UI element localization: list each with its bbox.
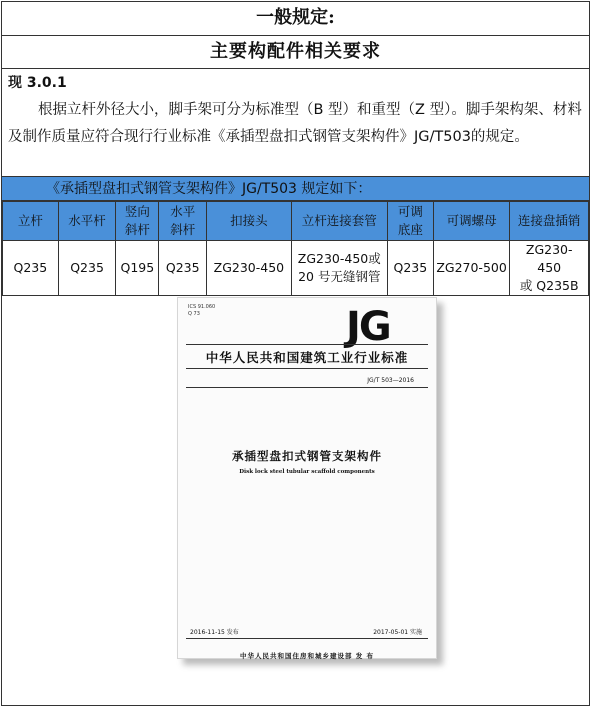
header-cell-text: 可调 [397, 204, 423, 219]
cover-rule-bottom [186, 638, 428, 639]
cover-class-line: Q 73 [188, 311, 200, 317]
value-cell-text: Q235 [165, 260, 200, 275]
header-cell-text: 斜杆 [170, 222, 196, 237]
cover-ics-line: ICS 91.060 [188, 304, 216, 310]
table-row [3, 241, 589, 296]
header-cell [116, 202, 159, 241]
cover-effective-date: 2017-05-01 实施 [373, 629, 422, 636]
value-cell-text: Q235 [393, 260, 428, 275]
clause-text: 根据立杆外径大小，脚手架可分为标准型（B 型）和重型（Z 型）。脚手架构架、材料及制作质量应符合现行行业标准《承插型盘扣式钢管支架构件》JG/T503的规定。 [8, 102, 582, 145]
header-cell-text: 立杆连接套管 [301, 213, 377, 228]
value-cell-text: Q195 [120, 260, 155, 275]
clause-number: 现 3.0.1 [8, 75, 67, 91]
cover-rule-under-org [186, 368, 428, 369]
standard-cover-image [177, 297, 447, 669]
header-cell [3, 202, 59, 241]
value-cell [510, 241, 589, 296]
value-cell [3, 241, 59, 296]
header-cell [58, 202, 116, 241]
value-cell [433, 241, 510, 296]
header-cell-text: 连接盘插销 [517, 213, 581, 228]
value-cell-text: Q235 [13, 260, 48, 275]
cover-ics [188, 304, 215, 318]
header-cell-text: 水平杆 [68, 213, 106, 228]
value-cell [159, 241, 207, 296]
header-cell-text: 斜杆 [124, 222, 150, 237]
value-cell-text: ZG230-450 [213, 260, 285, 275]
header-cell [387, 202, 433, 241]
cover-code: JG/T 503—2016 [367, 377, 414, 384]
value-cell [387, 241, 433, 296]
value-cell-text: 或 Q235B [519, 278, 579, 293]
header-cell [159, 202, 207, 241]
cover-title-en: Disk lock steel tubular scaffold components [239, 469, 375, 475]
header-cell [510, 202, 589, 241]
value-cell-text: ZG230-450或 [297, 251, 381, 266]
jg-logo: JG [346, 304, 390, 350]
subsection-title: 主要构配件相关要求 [2, 36, 589, 69]
clause-block [2, 69, 589, 176]
header-cell-text: 扣接头 [230, 213, 268, 228]
value-cell-text: 20 号无缝钢管 [298, 269, 381, 284]
document-frame [1, 1, 590, 706]
value-cell [58, 241, 116, 296]
header-cell [433, 202, 510, 241]
value-cell-text: ZG270-500 [436, 260, 507, 275]
value-cell [291, 241, 387, 296]
cover-page [177, 297, 437, 659]
cover-publisher: 中华人民共和国住房和城乡建设部 发 布 [239, 652, 375, 660]
header-cell-text: 竖向 [124, 204, 150, 219]
header-cell [291, 202, 387, 241]
header-cell-text: 立杆 [17, 213, 43, 228]
cover-standard-org: 中华人民共和国建筑工业行业标准 [205, 350, 409, 365]
cover-title-cn: 承插型盘扣式钢管支架构件 [232, 449, 382, 463]
value-cell [116, 241, 159, 296]
header-cell-text: 可调螺母 [446, 213, 497, 228]
table-caption: 《承插型盘扣式钢管支架构件》JG/T503 规定如下： [2, 176, 589, 201]
section-title: 一般规定: [2, 2, 589, 36]
cover-rule-top [186, 344, 428, 345]
value-cell-text: ZG230- 450 [525, 242, 573, 275]
value-cell [207, 241, 291, 296]
cover-rule-under-code [186, 387, 428, 388]
header-cell [207, 202, 291, 241]
value-cell-text: Q235 [70, 260, 104, 275]
cover-issue-date: 2016-11-15 发布 [190, 629, 239, 636]
header-cell-text: 水平 [170, 204, 196, 219]
header-cell-text: 底座 [397, 222, 423, 237]
material-spec-table [2, 201, 589, 296]
table-header-row [3, 202, 589, 241]
